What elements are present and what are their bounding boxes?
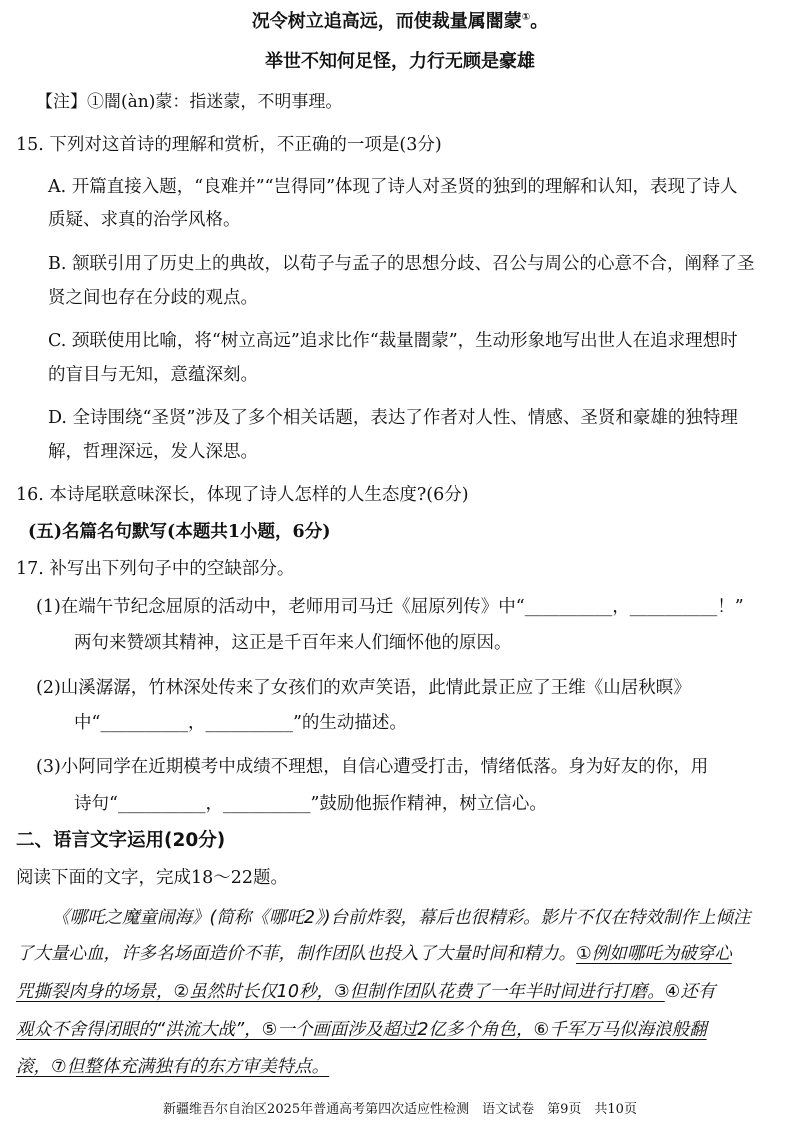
passage-line-2: [16, 942, 732, 966]
footnote-marker: ①: [521, 12, 531, 23]
option-c-line-2: 的盲目与无知，意蕴深刻。: [48, 365, 258, 385]
passage-line-3-tail: ④还有: [664, 982, 716, 1002]
question-17-part-3-line-1: (3)小阿同学在近期模考中成绩不理想，自信心遭受打击，情绪低落。身为好友的你，用: [36, 757, 709, 777]
poem-line-3: [0, 10, 800, 34]
passage-underlined-1: ①例如哪吒为破穿心: [576, 944, 732, 964]
option-a-line-2: 质疑、求真的治学风格。: [48, 210, 241, 230]
question-17-part-1-line-2: 两句来赞颂其精神，这正是千百年来人们缅怀他的原因。: [74, 633, 512, 653]
passage-underlined-4: 滚，⑦但整体充满独有的东方审美特点。: [16, 1057, 330, 1077]
option-d-line-2: 解，哲理深远，发人深思。: [48, 442, 258, 462]
passage-line-1: 《哪吒之魔童闹海》(简称《哪吒2》)台前炸裂，幕后也很精彩。影片不仅在特效制作上倾注: [52, 908, 751, 928]
passage-line-3: [16, 980, 715, 1004]
poem-line-4: 举世不知何足怪，力行无顾是豪雄: [265, 51, 535, 72]
question-17-part-2-line-1: (2)山溪潺潺，竹林深处传来了女孩们的欢声笑语，此情此景正应了王维《山居秋暝》: [36, 678, 691, 698]
option-d-line-1: D. 全诗围绕“圣贤”涉及了多个相关话题，表达了作者对人性、情感、圣贤和豪雄的独特理: [48, 408, 738, 428]
passage-underlined-2: 咒撕裂肉身的场景，②虽然时长仅10秒，③但制作团队花费了一年半时间进行打磨。: [16, 982, 665, 1002]
question-17-stem: 17. 补写出下列句子中的空缺部分。: [16, 559, 295, 579]
question-16: 16. 本诗尾联意味深长，体现了诗人怎样的人生态度?(6分): [16, 485, 469, 505]
passage-line-5: [16, 1055, 329, 1079]
passage-line-2-text: 了大量心血，许多名场面造价不菲，制作团队也投入了大量时间和精力。: [16, 944, 576, 964]
poem-line-3-text: 况令树立追高远，而使裁量属闇蒙: [251, 11, 522, 32]
reading-instruction: 阅读下面的文字，完成18～22题。: [16, 868, 289, 888]
question-17-part-3-line-2: 诗句“__________，__________”鼓励他振作精神，树立信心。: [74, 794, 547, 814]
option-a-line-1: A. 开篇直接入题，“良难并”“岂得同”体现了诗人对圣贤的独到的理解和认知，表现了诗人: [48, 177, 738, 197]
section-5-heading: (五)名篇名句默写(本题共1小题，6分): [28, 522, 331, 542]
poem-note: 【注】①闇(àn)蒙：指迷蒙，不明事理。: [36, 92, 343, 112]
page-footer: 新疆维吾尔自治区2025年普通高考第四次适应性检测 语文试卷 第9页 共10页: [163, 1102, 637, 1117]
option-b-line-1: B. 颔联引用了历史上的典故，以荀子与孟子的思想分歧、召公与周公的心意不合，阐释了圣: [48, 254, 755, 274]
option-c-line-1: C. 颈联使用比喻，将“树立高远”追求比作“裁量闇蒙”，生动形象地写出世人在追求理想时: [48, 331, 738, 351]
section-2-heading: 二、语言文字运用(20分): [16, 830, 226, 851]
poem-line-3-end: 。: [530, 11, 549, 32]
option-b-line-2: 贤之间也存在分歧的观点。: [48, 288, 258, 308]
passage-underlined-3: 观众不舍得闭眼的“洪流大战”，⑤一个画面涉及超过2亿多个角色，⑥千军万马似海浪般翻: [16, 1020, 707, 1040]
question-17-part-1-line-1: (1)在端午节纪念屈原的活动中，老师用司马迁《屈原列传》中“__________，__________！”: [36, 597, 744, 617]
passage-line-4: [16, 1018, 707, 1042]
question-17-part-2-line-2: 中“__________，__________”的生动描述。: [74, 713, 407, 733]
question-15-stem: 15. 下列对这首诗的理解和赏析，不正确的一项是(3分): [16, 135, 442, 155]
